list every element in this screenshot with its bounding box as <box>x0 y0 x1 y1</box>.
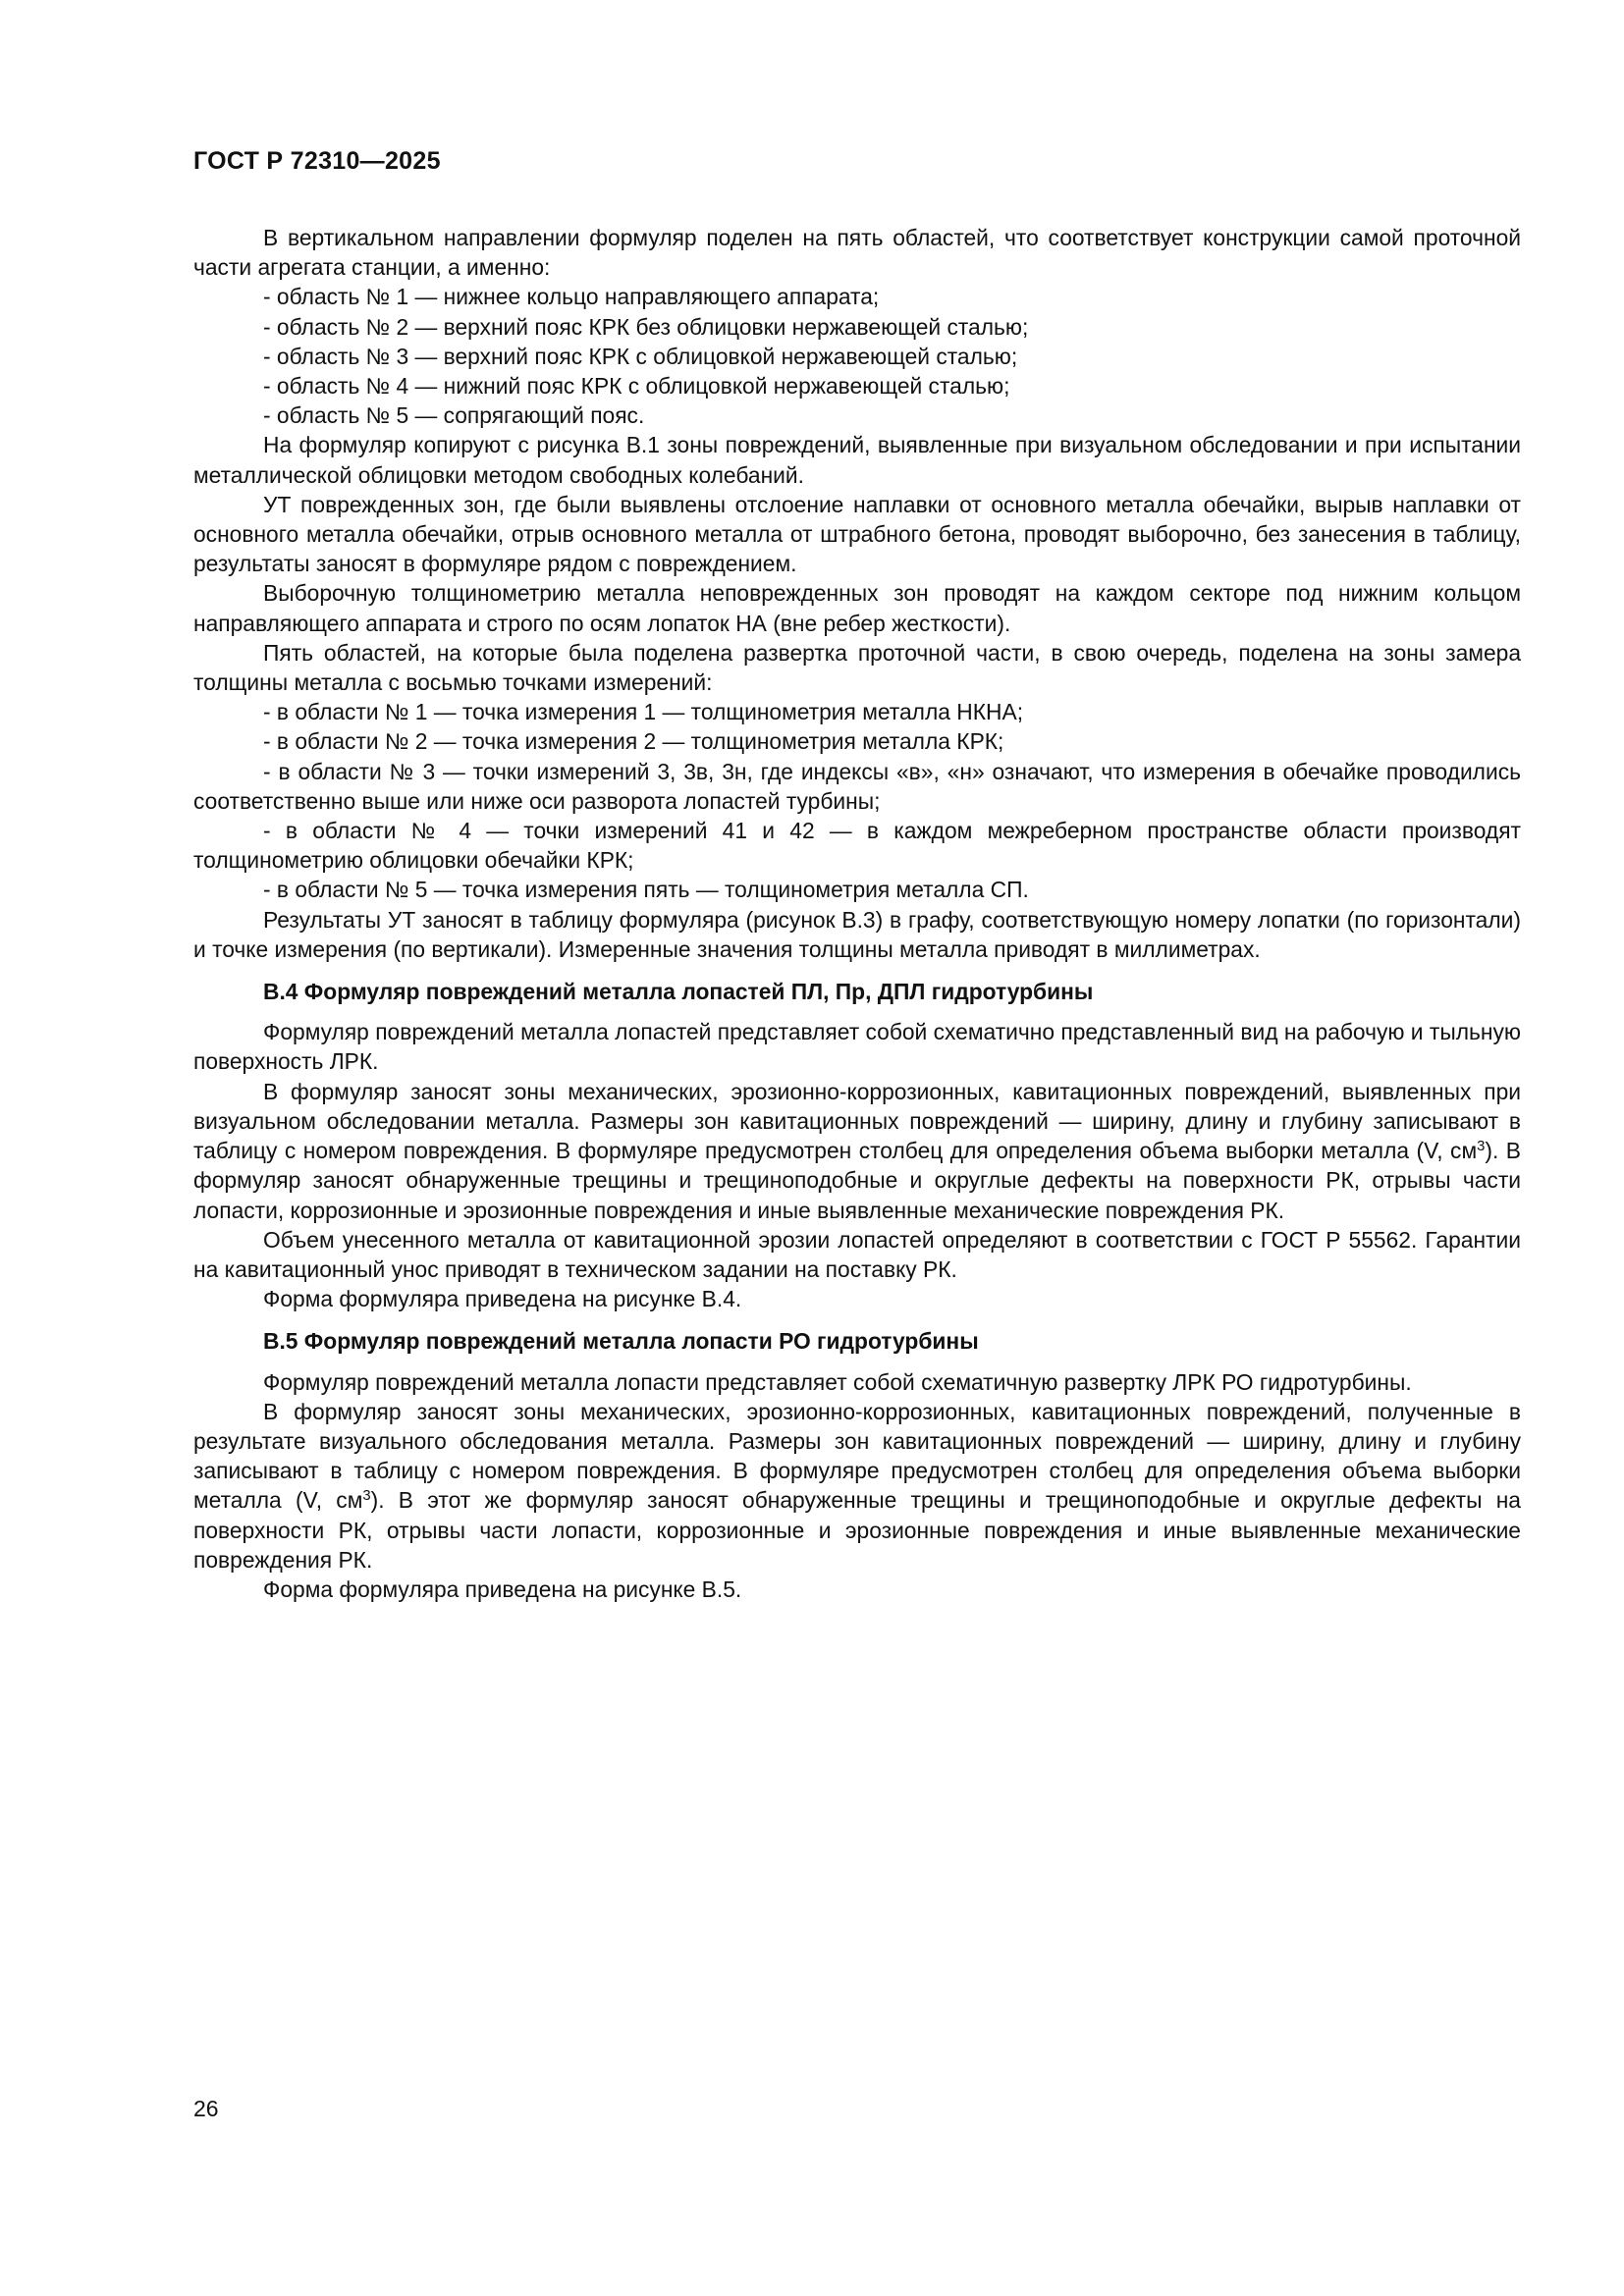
section-heading-b4: В.4 Формуляр повреждений металла лопастей ПЛ, Пр, ДПЛ гидротурбины <box>263 979 1094 1005</box>
paragraph-text: ). В формуляр заносят обнаруженные трещины и трещиноподобные и округлые дефекты на поверхности РК, отрывы части лопасти, коррозионные и эрозионные повреждения и иные выявленные механические повреждения РК. <box>193 1138 1522 1223</box>
paragraph: Форма формуляра приведена на рисунке В.4. <box>263 1286 742 1312</box>
paragraph: Форма формуляра приведена на рисунке В.5. <box>263 1575 742 1602</box>
list-item: - в области № 4 — точки измерений 41 и 42 — в каждом межреберном пространстве области производят толщинометрию облицовки обечайки КРК; <box>193 818 1521 874</box>
superscript: 3 <box>1477 1138 1486 1154</box>
paragraph: Формуляр повреждений металла лопастей представляет собой схематично представленный вид на рабочую и тыльную поверхность ЛРК. <box>193 1019 1521 1075</box>
document-header-title: ГОСТ Р 72310—2025 <box>193 147 441 175</box>
paragraph: На формуляр копируют с рисунка В.1 зоны повреждений, выявленные при визуальном обследовании и при испытании металлической облицовки методом свободных колебаний. <box>193 432 1521 488</box>
list-item: - в области № 3 — точки измерений 3, 3в, 3н, где индексы «в», «н» означают, что измерения в обечайке проводились соответственно выше или ниже оси разворота лопастей турбины; <box>193 758 1521 814</box>
list-item: - область № 2 — верхний пояс КРК без облицовки нержавеющей сталью; <box>263 313 1029 340</box>
list-item: - область № 4 — нижний пояс КРК с облицовкой нержавеющей сталью; <box>263 373 1010 400</box>
paragraph <box>193 1397 1521 1575</box>
list-item: - в области № 1 — точка измерения 1 — толщинометрия металла НКНА; <box>263 699 1024 725</box>
section-heading-b5: В.5 Формуляр повреждений металла лопасти РО гидротурбины <box>263 1328 979 1355</box>
paragraph: Результаты УТ заносят в таблицу формуляра (рисунок В.3) в графу, соответствующую номеру лопатки (по горизонтали) и точке измерения (по вертикали). Измеренные значения толщины металла приводят в миллиметрах. <box>193 906 1521 962</box>
paragraph-text: В формуляр заносят зоны механических, эрозионно-коррозионных, кавитационных повреждений, выявленных при визуальном обследовании металла. Размеры зон кавитационных повреждений — ширину, длину и глубину записывают в таблицу с номером повреждения. В формуляре предусмотрен столбец для определения объема выборки металла (V, см <box>193 1078 1521 1164</box>
paragraph: Пять областей, на которые была поделена развертка проточной части, в свою очередь, поделена на зоны замера толщины металла с восьмью точками измерений: <box>193 639 1521 696</box>
list-item: - область № 5 — сопрягающий пояс. <box>263 402 645 429</box>
list-item: - область № 1 — нижнее кольцо направляющего аппарата; <box>263 284 880 310</box>
paragraph-text: ). В этот же формуляр заносят обнаруженные трещины и трещиноподобные и округлые дефекты на поверхности РК, отрывы части лопасти, коррозионные и эрозионные повреждения и иные выявленные механические повреждения РК. <box>193 1487 1521 1573</box>
paragraph: Выборочную толщинометрию металла неповрежденных зон проводят на каждом секторе под нижним кольцом направляющего аппарата и строго по осям лопаток НА (вне ребер жесткости). <box>193 580 1521 636</box>
paragraph: Объем унесенного металла от кавитационной эрозии лопастей определяют в соответствии с ГОСТ Р 55562. Гарантии на кавитационный унос приводят в техническом задании на поставку РК. <box>193 1226 1521 1282</box>
list-item: - область № 3 — верхний пояс КРК с облицовкой нержавеющей сталью; <box>263 343 1018 369</box>
paragraph: Формуляр повреждений металла лопасти представляет собой схематичную развертку ЛРК РО гидротурбины. <box>263 1368 1412 1395</box>
paragraph: В вертикальном направлении формуляр поделен на пять областей, что соответствует конструкции самой проточной части агрегата станции, а именно: <box>193 225 1521 281</box>
page-number: 26 <box>193 2096 219 2121</box>
paragraph <box>193 1077 1521 1225</box>
list-item: - в области № 2 — точка измерения 2 — толщинометрия металла КРК; <box>263 728 1004 755</box>
superscript: 3 <box>362 1488 371 1505</box>
paragraph: УТ поврежденных зон, где были выявлены отслоение наплавки от основного металла обечайки, вырыв наплавки от основного металла обечайки, отрыв основного металла от штрабного бетона, проводят выборочно, без занесения в таблицу, результаты заносят в формуляре рядом с повреждением. <box>193 491 1521 577</box>
document-body <box>193 223 1521 1604</box>
paragraph-text: В формуляр заносят зоны механических, эрозионно-коррозионных, кавитационных повреждений, полученные в результате визуального обследования металла. Размеры зон кавитационных повреждений — ширину, длину и глубину записывают в таблицу с номером повреждения. В формуляре предусмотрен столбец для определения объема выборки металла (V, см <box>193 1398 1521 1514</box>
list-item: - в области № 5 — точка измерения пять — толщинометрия металла СП. <box>263 877 1029 903</box>
